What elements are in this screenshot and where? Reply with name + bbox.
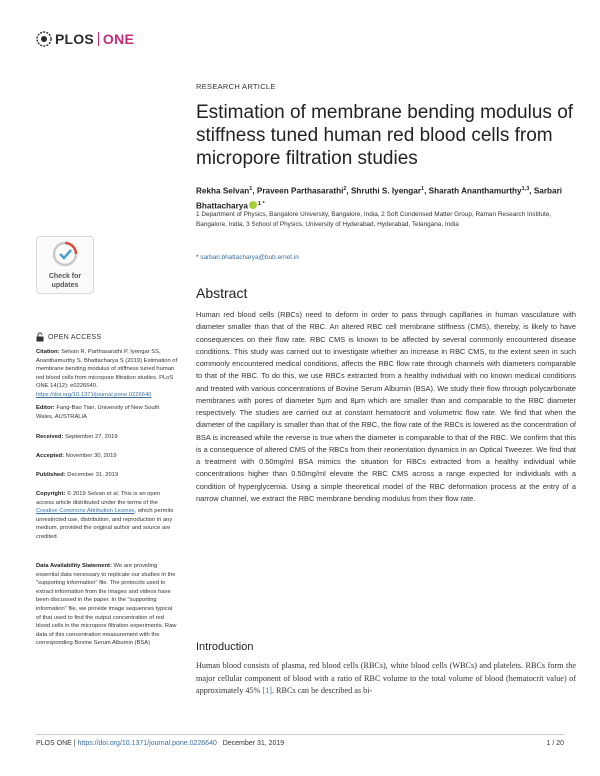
corresponding-email-link[interactable]: sarbari.bhattacharya@bub.ernet.in xyxy=(200,254,299,261)
abstract-text: Human red blood cells (RBCs) need to deform in order to pass through capillaries in human vasculature with diameter smaller than that of the RBC. An altered RBC cell membrane stiffness (CMS), thereby, is likely to have consequences on their flow rate. RBC CMS is known to be affected by several commonly encountered disease conditions. This study was carried out to investigate whether an increase in RBC CMS, to the extent seen in such commonly encountered medical conditions, affects the RBC flow rate through channels with diameters comparable to that of the RBC. To do this, we use RBCs extracted from a healthy individual with no known medical conditions and treated with various concentrations of Bovine Serum Albumin (BSA). We study their flow through polycarbonate membranes with pores of diameter 5μm and 8μm which are smaller than and comparable to the RBC diameter respectively. The studies are carried out at constant hematocrit and volumetric flow rate. We find that when the diameter of the capillary is smaller than that of the RBC, the flow rate of the RBCs is lowered as the concentration of BSA is increased while the reverse is true when the diameter is comparable to that of the RBC. We confirm that this is a consequence of altered CMS of the RBCs from their reorientation dynamics in an Optical Tweezer. We find that a treatment with 0.50mg/ml BSA mimics the situation for RBCs extracted from a healthy individual while concentrations higher than 0.50mg/ml elevate the RBC CMS across a range expected for individuals with a condition of hyperglycemia. Using a simple theoretical model of the RBC deformation process at the entry of a narrow channel, we extract the RBC membrane bending modulus from their flow rate. xyxy=(196,310,576,503)
asterisk-mark: * xyxy=(196,254,201,261)
footer-divider xyxy=(36,734,564,735)
data-availability-text: We are providing essential data necessary to replicate our studies in the "supporting information" file. The protocols used to extract information from the images and videos have been discussed in the paper. In the "supporting information" file, we provide image sequences typical of that used to find the output concentration of red blood cells in the micropore filtration experiments. Raw data of this concentration measurement with the corresponding Bovine Serum Albumin (BSA) xyxy=(36,563,177,647)
author-name[interactable]: Sarbari Bhattacharya xyxy=(196,186,563,211)
copyright-text: © 2019 Selvan et al. This is an open access article distributed under the terms of the xyxy=(36,491,161,506)
orcid-icon[interactable] xyxy=(249,201,257,209)
footer-journal: PLOS ONE xyxy=(36,740,72,747)
received-date: September 27, 2019 xyxy=(65,434,118,440)
author-name[interactable]: Rekha Selvan xyxy=(196,186,250,196)
footer-date: December 31, 2019 xyxy=(222,740,285,747)
author-affiliation-mark: 1 xyxy=(249,186,253,192)
accepted-label: Accepted: xyxy=(36,453,65,459)
author-affiliation-mark: 1 xyxy=(421,186,425,192)
check-updates-line1: Check for xyxy=(48,273,82,280)
citation-block xyxy=(36,348,178,400)
received-label: Received: xyxy=(36,434,64,440)
editor-label: Editor: xyxy=(36,405,55,411)
reference-link[interactable]: [1] xyxy=(262,686,272,695)
introduction-text-part: . RBCs can be described as bi- xyxy=(271,686,373,695)
plos-seal-icon xyxy=(36,31,52,47)
author-affiliation-mark: 1,3 xyxy=(521,186,530,192)
introduction-text xyxy=(196,660,576,698)
author-affiliation-mark: 2 xyxy=(343,186,347,192)
author-name[interactable]: Shruthi S. Iyengar xyxy=(350,186,422,196)
author-affiliation-mark: 1 * xyxy=(257,200,265,207)
received-block xyxy=(36,433,178,442)
copyright-label: Copyright: xyxy=(36,491,66,497)
article-title: Estimation of membrane bending modulus of stiffness tuned human red blood cells from micropore filtration studies xyxy=(196,102,574,169)
copyright-text-end: , which permits unrestricted use, distribution, and reproduction in any medium, provided the original author and source are credited. xyxy=(36,508,174,540)
page-number: 1 / 20 xyxy=(546,740,564,747)
introduction-heading: Introduction xyxy=(196,641,254,653)
published-block xyxy=(36,471,178,480)
open-access-label xyxy=(36,332,101,342)
affiliations: 1 Department of Physics, Bangalore University, Bangalore, India, 2 Soft Condensed Matter Group, Raman Research Institute, Bangalore, India, 3 School of Physics, University of Hyderabad, Hyderabad, Telangana, India xyxy=(196,211,552,228)
journal-name-divider xyxy=(98,32,99,46)
page-footer xyxy=(36,740,564,747)
check-updates-line2: updates xyxy=(51,282,79,289)
license-link[interactable]: Creative Commons Attribution License xyxy=(36,508,135,515)
abstract-heading: Abstract xyxy=(196,285,248,301)
author-name[interactable]: Praveen Parthasarathi xyxy=(256,186,344,196)
check-for-updates-badge[interactable] xyxy=(36,236,94,294)
author-name[interactable]: Sharath Ananthamurthy xyxy=(428,186,522,196)
open-access-text: OPEN ACCESS xyxy=(48,333,102,341)
data-availability-label: Data Availability Statement: xyxy=(36,563,112,569)
journal-name-left: PLOS xyxy=(55,31,94,47)
data-availability-block xyxy=(36,562,178,648)
copyright-block xyxy=(36,490,178,542)
journal-name-right: ONE xyxy=(102,31,135,47)
check-for-updates-icon xyxy=(52,241,78,267)
introduction-text-part: Human blood consists of plasma, red blood cells (RBCs), white blood cells (WBCs) and platelets. RBCs form the major cellular component of blood with a ratio of RBC volume to the total volume of blood (hematocrit value) of approximately 45% xyxy=(196,661,576,695)
citation-doi-link[interactable]: https://doi.org/10.1371/journal.pone.0226640 xyxy=(36,391,152,398)
article-type: RESEARCH ARTICLE xyxy=(196,82,276,91)
accepted-block xyxy=(36,452,178,461)
footer-doi-link[interactable]: https://doi.org/10.1371/journal.pone.0226640 xyxy=(77,740,217,747)
open-lock-icon xyxy=(36,332,44,342)
footer-separator: | xyxy=(73,740,76,747)
journal-logo[interactable] xyxy=(36,30,134,48)
editor-block xyxy=(36,404,178,421)
accepted-date: November 30, 2019 xyxy=(65,453,117,459)
citation-text: Selvan R, Parthasarathi P, Iyengar SS, Ananthamurthy S, Bhattacharya S (2019) Estimation of membrane bending modulus of stiffness tuned human red blood cells from micropore filtration studies. PLoS ONE 14(12): e0226640. xyxy=(36,349,178,390)
published-date: December 31, 2019 xyxy=(67,472,119,478)
footer-left xyxy=(36,740,284,747)
author-list: Rekha Selvan$^1$, Praveen Parthasarathi$^2$, Shruthi S. Iyengar$^1$, Sharath Ananthamurthy$^{1,3}$, Sarbari Bhattacharya $^{1 *}$ xyxy=(196,186,563,211)
citation-label: Citation: xyxy=(36,349,60,355)
editor-text: Fang-Bao Tian, University of New South Wales, AUSTRALIA xyxy=(36,405,160,420)
corresponding-email xyxy=(196,254,299,261)
published-label: Published: xyxy=(36,472,66,478)
